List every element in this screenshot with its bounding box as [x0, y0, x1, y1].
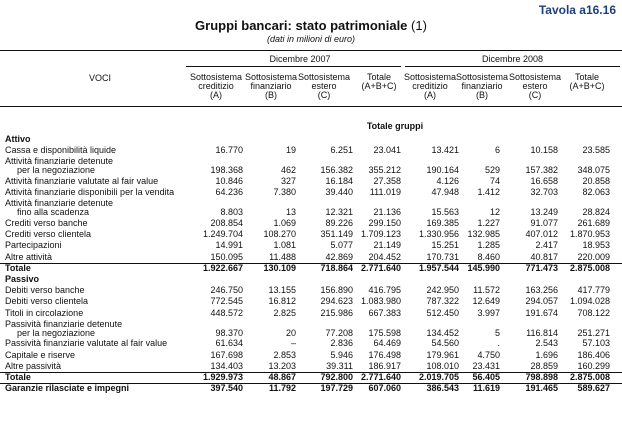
cell-value: 2.771.640 — [360, 372, 401, 382]
cell-value: 351.149 — [320, 229, 353, 240]
cell-value: 64.469 — [373, 338, 401, 349]
column-header-5-line-2: creditizio — [412, 81, 448, 91]
cell-value: 2.836 — [330, 338, 353, 349]
cell-value: 176.498 — [368, 349, 401, 360]
column-header-6-line-3: (B) — [476, 90, 488, 100]
cell-value: 462 — [280, 165, 296, 176]
cell-value: 798.898 — [525, 372, 558, 382]
cell-value: 40.817 — [530, 251, 558, 262]
cell-value: 134.403 — [210, 360, 243, 371]
cell-value: 186.406 — [577, 349, 610, 360]
cell-value: 718.864 — [320, 262, 353, 273]
row-label: Attività finanziarie detenute — [5, 198, 114, 209]
cell-value: 16.184 — [325, 176, 353, 186]
column-header-7-line-1: Sottosistema — [508, 72, 562, 82]
cell-value: 4.750 — [477, 349, 500, 360]
cell-value: 5.077 — [330, 240, 353, 251]
cell-value: 150.095 — [210, 251, 243, 262]
cell-value: 448.572 — [210, 307, 243, 318]
row-label: Passivo — [5, 274, 40, 284]
cell-value: 220.009 — [577, 251, 610, 262]
row-label: Altre attività — [5, 251, 53, 262]
cell-value: 21.136 — [373, 207, 401, 218]
cell-value: 327 — [280, 176, 296, 186]
cell-value: 667.383 — [368, 307, 401, 318]
cell-value: 16.658 — [530, 176, 558, 186]
cell-value: 12 — [489, 207, 500, 218]
cell-value: 10.158 — [530, 145, 558, 156]
row-values — [0, 308, 622, 319]
cell-value: 1.285 — [477, 240, 500, 251]
row-values — [0, 252, 622, 263]
cell-value: 5 — [494, 327, 500, 338]
cell-value: 20 — [285, 327, 296, 338]
cell-value: 246.750 — [210, 285, 243, 296]
voci-header: VOCI — [88, 73, 111, 83]
cell-value: 1.922.667 — [202, 262, 243, 273]
cell-value: 39.311 — [326, 360, 353, 371]
title-text: Gruppi bancari: stato patrimoniale — [195, 18, 408, 33]
top-rule — [0, 50, 622, 51]
cell-value: 197.729 — [320, 383, 353, 394]
cell-value: 11.488 — [269, 251, 296, 262]
column-header-1-line-1: Sottosistema — [189, 72, 243, 82]
cell-value: 156.382 — [320, 165, 353, 176]
cell-value: 7.380 — [273, 187, 296, 198]
row-values — [0, 145, 622, 156]
cell-value: 132.985 — [467, 229, 500, 240]
cell-value: 12.321 — [325, 207, 353, 218]
cell-value: 348.075 — [577, 165, 610, 176]
cell-value: 42.869 — [325, 251, 353, 262]
table-title — [0, 18, 622, 33]
cell-value: 1.870.953 — [569, 229, 610, 240]
cell-value: 1.227 — [477, 218, 500, 228]
cell-value: 1.696 — [535, 349, 558, 360]
cell-value: 98.370 — [215, 327, 243, 338]
cell-value: 116.814 — [526, 327, 558, 338]
row-label: Attività finanziarie valutate al fair value — [5, 176, 159, 186]
cell-value: 13.155 — [268, 285, 296, 296]
cell-value: 215.986 — [320, 307, 353, 318]
row-values — [0, 361, 622, 372]
table-subtitle: (dati in milioni di euro) — [266, 34, 356, 44]
cell-value: 61.634 — [215, 338, 243, 349]
cell-value: 48.867 — [268, 372, 296, 382]
cell-value: 175.598 — [368, 327, 401, 338]
cell-value: 13.203 — [268, 360, 296, 371]
cell-value: 416.795 — [368, 285, 401, 296]
cell-value: 294.057 — [525, 296, 558, 307]
cell-value: 208.854 — [210, 218, 243, 228]
column-header-3-line-2: estero — [311, 81, 337, 91]
cell-value: 11.619 — [472, 383, 500, 394]
cell-value: 145.990 — [467, 262, 500, 273]
column-header-8-line-2: (A+B+C) — [569, 81, 605, 91]
cell-value: 1.330.956 — [418, 229, 459, 240]
cell-value: 2.019.705 — [418, 372, 459, 382]
cell-value: 16.812 — [268, 296, 296, 307]
row-label: Attività finanziarie disponibili per la vendita — [5, 187, 175, 198]
cell-value: 1.081 — [273, 240, 296, 251]
cell-value: 397.540 — [210, 383, 243, 394]
cell-value: 2.875.008 — [569, 262, 610, 273]
row-label: Totale — [5, 262, 31, 273]
row-label: Passività finanziarie valutate al fair value — [5, 338, 168, 349]
cell-value: 6 — [494, 145, 500, 156]
row-values — [0, 296, 622, 307]
cell-value: 204.452 — [368, 251, 401, 262]
cell-value: 28.824 — [582, 207, 610, 218]
row-label-continuation: per la negoziazione — [17, 165, 96, 176]
column-header-3-line-1: Sottosistema — [297, 72, 351, 82]
column-header-5-line-1: Sottosistema — [403, 72, 457, 82]
cell-value: 39.440 — [325, 187, 353, 198]
cell-value: 156.890 — [320, 285, 353, 296]
cell-value: 294.623 — [320, 296, 353, 307]
row-values — [0, 372, 622, 383]
row-label-continuation: fino alla scadenza — [17, 207, 90, 218]
row-label: Attività finanziarie detenute — [5, 156, 114, 167]
period-header-2008: Dicembre 2008 — [481, 54, 544, 64]
cell-value: 13.249 — [530, 207, 558, 218]
cell-value: 108.270 — [263, 229, 296, 240]
cell-value: 251.271 — [577, 327, 610, 338]
cell-value: 11.792 — [268, 383, 296, 394]
cell-value: 1.249.704 — [202, 229, 243, 240]
cell-value: 2.825 — [273, 307, 296, 318]
cell-value: 20.858 — [582, 176, 610, 186]
column-header-2-line-3: (B) — [265, 90, 277, 100]
row-label: Titoli in circolazione — [5, 307, 84, 318]
row-label: Crediti verso banche — [5, 218, 88, 228]
cell-value: 64.236 — [215, 187, 243, 198]
column-header-6-line-2: finanziario — [461, 81, 503, 91]
cell-value: – — [290, 338, 296, 349]
period-rule-2008 — [405, 66, 620, 67]
cell-value: 1.094.028 — [569, 296, 610, 307]
row-values — [0, 383, 622, 394]
cell-value: 242.950 — [426, 285, 459, 296]
column-header-7-line-3: (C) — [528, 90, 542, 100]
cell-value: 1.709.123 — [360, 229, 401, 240]
cell-value: 82.063 — [582, 187, 610, 198]
column-header-8-line-1: Totale — [574, 72, 600, 82]
cell-value: 407.012 — [525, 229, 558, 240]
title-note: (1) — [411, 18, 427, 33]
column-header-2-line-1: Sottosistema — [244, 72, 298, 82]
cell-value: 2.417 — [535, 240, 558, 251]
cell-value: . — [497, 338, 500, 349]
cell-value: 191.674 — [525, 307, 558, 318]
cell-value: 15.563 — [431, 207, 459, 218]
row-label: Crediti verso clientela — [5, 229, 92, 240]
cell-value: 57.103 — [582, 338, 610, 349]
cell-value: 2.875.008 — [569, 372, 610, 382]
cell-value: 589.627 — [577, 383, 610, 394]
cell-value: 134.452 — [426, 327, 459, 338]
column-header-1-line-2: creditizio — [198, 81, 234, 91]
cell-value: 18.953 — [582, 240, 610, 251]
row-label: Capitale e riserve — [5, 349, 76, 360]
cell-value: 417.779 — [577, 285, 610, 296]
column-header-4-line-1: Totale — [366, 72, 392, 82]
column-header-4-line-2: (A+B+C) — [361, 81, 397, 91]
cell-value: 169.385 — [426, 218, 459, 228]
cell-value: 8.460 — [477, 251, 500, 262]
cell-value: 167.698 — [210, 349, 243, 360]
row-values — [0, 229, 622, 240]
cell-value: 792.800 — [320, 372, 353, 382]
cell-value: 3.997 — [477, 307, 500, 318]
row-label: Debiti verso banche — [5, 285, 85, 296]
column-header-7-line-2: estero — [522, 81, 548, 91]
cell-value: 1.957.544 — [418, 262, 459, 273]
row-values — [0, 338, 622, 349]
column-header-1-line-3: (A) — [210, 90, 222, 100]
table-number: Tavola a16.16 — [538, 3, 616, 17]
cell-value: 54.560 — [431, 338, 459, 349]
column-header-5-line-3: (A) — [424, 90, 436, 100]
cell-value: 89.226 — [325, 218, 353, 228]
cell-value: 261.689 — [577, 218, 610, 228]
cell-value: 11.572 — [473, 285, 500, 296]
column-header-3-line-3: (C) — [317, 90, 331, 100]
row-label: Passività finanziarie detenute — [5, 318, 123, 329]
cell-value: 299.150 — [368, 218, 401, 228]
row-label: Cassa e disponibilità liquide — [5, 145, 117, 156]
cell-value: 772.545 — [210, 296, 243, 307]
cell-value: 190.164 — [426, 165, 459, 176]
cell-value: 157.382 — [525, 165, 558, 176]
cell-value: 74 — [489, 176, 500, 186]
cell-value: 28.859 — [530, 360, 558, 371]
section-title: Totale gruppi — [366, 121, 424, 131]
row-label: Totale — [5, 372, 31, 382]
cell-value: 771.473 — [525, 262, 558, 273]
cell-value: 1.069 — [273, 218, 296, 228]
cell-value: 2.853 — [273, 349, 296, 360]
cell-value: 170.731 — [426, 251, 459, 262]
cell-value: 2.543 — [535, 338, 558, 349]
period-rule-2007 — [186, 66, 401, 67]
cell-value: 10.846 — [215, 176, 243, 186]
cell-value: 186.917 — [368, 360, 401, 371]
cell-value: 386.543 — [426, 383, 459, 394]
column-header-2-line-2: finanziario — [250, 81, 292, 91]
row-values — [0, 207, 622, 218]
row-values — [0, 285, 622, 296]
cell-value: 1.083.980 — [360, 296, 401, 307]
cell-value: 4.126 — [436, 176, 459, 186]
cell-value: 179.961 — [426, 349, 459, 360]
cell-value: 355.212 — [368, 165, 401, 176]
row-label: Altre passività — [5, 360, 62, 371]
cell-value: 23.585 — [582, 145, 610, 156]
cell-value: 13 — [285, 207, 296, 218]
cell-value: 77.208 — [325, 327, 353, 338]
cell-value: 16.770 — [215, 145, 243, 156]
period-header-2007: Dicembre 2007 — [269, 54, 331, 64]
cell-value: 1.412 — [477, 187, 500, 198]
cell-value: 56.405 — [472, 372, 500, 382]
cell-value: 512.450 — [426, 307, 459, 318]
cell-value: 32.703 — [530, 187, 558, 198]
row-values — [0, 176, 622, 187]
row-values — [0, 218, 622, 229]
cell-value: 21.149 — [373, 240, 401, 251]
cell-value: 12.649 — [472, 296, 500, 307]
cell-value: 191.465 — [525, 383, 558, 394]
cell-value: 111.019 — [369, 187, 401, 198]
row-label: Partecipazioni — [5, 240, 62, 251]
section-row — [0, 134, 622, 145]
row-label: Attivo — [5, 134, 31, 144]
cell-value: 23.431 — [472, 360, 500, 371]
cell-value: 198.368 — [210, 165, 243, 176]
cell-value: 23.041 — [373, 145, 401, 156]
row-values — [0, 263, 622, 274]
section-row — [0, 274, 622, 285]
row-values — [0, 328, 622, 339]
cell-value: 6.251 — [330, 145, 353, 156]
row-label: Debiti verso clientela — [5, 296, 89, 307]
cell-value: 1.929.973 — [202, 372, 243, 382]
row-values — [0, 165, 622, 176]
cell-value: 91.077 — [530, 218, 558, 228]
row-values — [0, 350, 622, 361]
cell-value: 787.322 — [426, 296, 459, 307]
row-values — [0, 240, 622, 251]
cell-value: 529 — [484, 165, 500, 176]
cell-value: 607.060 — [368, 383, 401, 394]
cell-value: 15.251 — [431, 240, 459, 251]
cell-value: 108.010 — [426, 360, 459, 371]
header-bottom-rule — [0, 106, 622, 107]
cell-value: 2.771.640 — [360, 262, 401, 273]
cell-value: 160.299 — [577, 360, 610, 371]
cell-value: 27.358 — [373, 176, 401, 186]
cell-value: 14.991 — [215, 240, 243, 251]
cell-value: 19 — [285, 145, 296, 156]
cell-value: 130.109 — [263, 262, 296, 273]
cell-value: 708.122 — [577, 307, 610, 318]
cell-value: 8.803 — [220, 207, 243, 218]
column-header-6-line-1: Sottosistema — [455, 72, 509, 82]
cell-value: 13.421 — [431, 145, 459, 156]
cell-value: 47.948 — [431, 187, 459, 198]
cell-value: 163.256 — [525, 285, 558, 296]
row-values — [0, 187, 622, 198]
row-label-continuation: per la negoziazione — [17, 327, 96, 338]
cell-value: 5.946 — [330, 349, 353, 360]
row-label: Garanzie rilasciate e impegni — [5, 383, 130, 394]
